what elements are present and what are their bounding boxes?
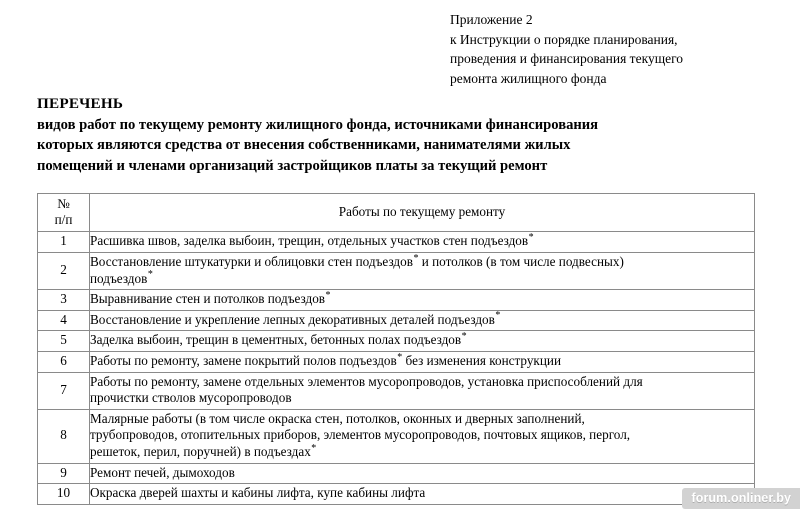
row-work-cell <box>90 232 755 253</box>
row-work-cell <box>90 409 755 463</box>
appendix-header-line: ремонта жилищного фонда <box>450 70 607 86</box>
column-header-work: Работы по текущему ремонту <box>90 194 755 232</box>
footnote-marker: * <box>461 330 467 342</box>
column-header-number-line1: № <box>57 196 70 211</box>
footnote-marker: * <box>528 232 534 244</box>
work-text-line: Малярные работы (в том числе окраска стен, потолков, оконных и дверных заполнений, <box>90 410 585 426</box>
work-text-line: Восстановление и укрепление лепных декоративных деталей подъездов* <box>90 310 501 327</box>
table-row <box>38 372 755 409</box>
row-work-cell <box>90 290 755 311</box>
footnote-marker: * <box>397 351 403 363</box>
row-work-cell <box>90 310 755 331</box>
footnote-marker: * <box>413 252 419 264</box>
work-text-line: Восстановление штукатурки и облицовки стен подъездов* и потолков (в том числе подвесных) <box>90 252 624 269</box>
title-subline: которых являются средства от внесения собственниками, нанимателями жилых <box>37 137 571 153</box>
table-row <box>38 310 755 331</box>
appendix-header <box>450 10 780 88</box>
row-work-cell <box>90 463 755 484</box>
work-text-line: Расшивка швов, заделка выбоин, трещин, отдельных участков стен подъездов* <box>90 232 534 249</box>
row-number-cell: 1 <box>38 232 90 253</box>
footnote-marker: * <box>311 442 317 454</box>
works-table-body <box>38 232 755 504</box>
appendix-header-line: Приложение 2 <box>450 12 533 27</box>
row-work-cell <box>90 484 755 505</box>
work-text-line: трубопроводов, отопительных приборов, элементов мусоропроводов, почтовых ящиков, пергол, <box>90 427 631 443</box>
table-row <box>38 484 755 505</box>
column-header-number <box>38 194 90 232</box>
work-text-line: Окраска дверей шахты и кабины лифта, купе кабины лифта <box>90 485 426 501</box>
title-subline: помещений и членами организаций застройщиков платы за текущий ремонт <box>37 157 548 174</box>
column-header-number-line2: п/п <box>54 212 73 228</box>
row-number-cell: 2 <box>38 253 90 290</box>
row-number-cell: 4 <box>38 310 90 331</box>
table-row <box>38 331 755 352</box>
works-table-head <box>38 194 755 232</box>
row-number-cell: 3 <box>38 290 90 311</box>
row-number-cell: 9 <box>38 463 90 484</box>
work-text-line: подъездов* <box>90 269 153 286</box>
footnote-marker: * <box>495 310 501 322</box>
row-number-cell: 6 <box>38 351 90 372</box>
row-work-cell <box>90 331 755 352</box>
row-number-cell: 5 <box>38 331 90 352</box>
table-row <box>38 253 755 290</box>
table-row <box>38 351 755 372</box>
appendix-header-line: к Инструкции о порядке планирования, <box>450 31 678 47</box>
row-work-cell <box>90 253 755 290</box>
forum-watermark: forum.onliner.by <box>682 488 800 509</box>
row-number-cell: 7 <box>38 372 90 409</box>
work-text-line: Ремонт печей, дымоходов <box>90 464 235 480</box>
title-subline: видов работ по текущему ремонту жилищного фонда, источниками финансирования <box>37 116 599 133</box>
table-row <box>38 463 755 484</box>
work-text-line: решеток, перил, поручней) в подъездах* <box>90 442 317 459</box>
work-text-line: Работы по ремонту, замене покрытий полов подъездов* без изменения конструкции <box>90 351 562 368</box>
table-row <box>38 232 755 253</box>
page-title: ПЕРЕЧЕНЬ <box>37 95 124 112</box>
footnote-marker: * <box>325 289 331 301</box>
work-text-line: Заделка выбоин, трещин в цементных, бетонных полах подъездов* <box>90 330 467 348</box>
document-title-block <box>37 94 761 176</box>
row-work-cell <box>90 372 755 409</box>
row-work-cell <box>90 351 755 372</box>
table-row <box>38 409 755 463</box>
appendix-header-line: проведения и финансирования текущего <box>450 51 684 66</box>
works-table <box>37 193 755 505</box>
work-text-line: Работы по ремонту, замене отдельных элементов мусоропроводов, установка приспособлений для <box>90 373 643 389</box>
table-row <box>38 290 755 311</box>
table-header-row <box>38 194 755 232</box>
work-text-line: Выравнивание стен и потолков подъездов* <box>90 289 331 307</box>
row-number-cell: 10 <box>38 484 90 505</box>
footnote-marker: * <box>147 269 153 281</box>
work-text-line: прочистки стволов мусоропроводов <box>90 390 292 406</box>
row-number-cell: 8 <box>38 409 90 463</box>
